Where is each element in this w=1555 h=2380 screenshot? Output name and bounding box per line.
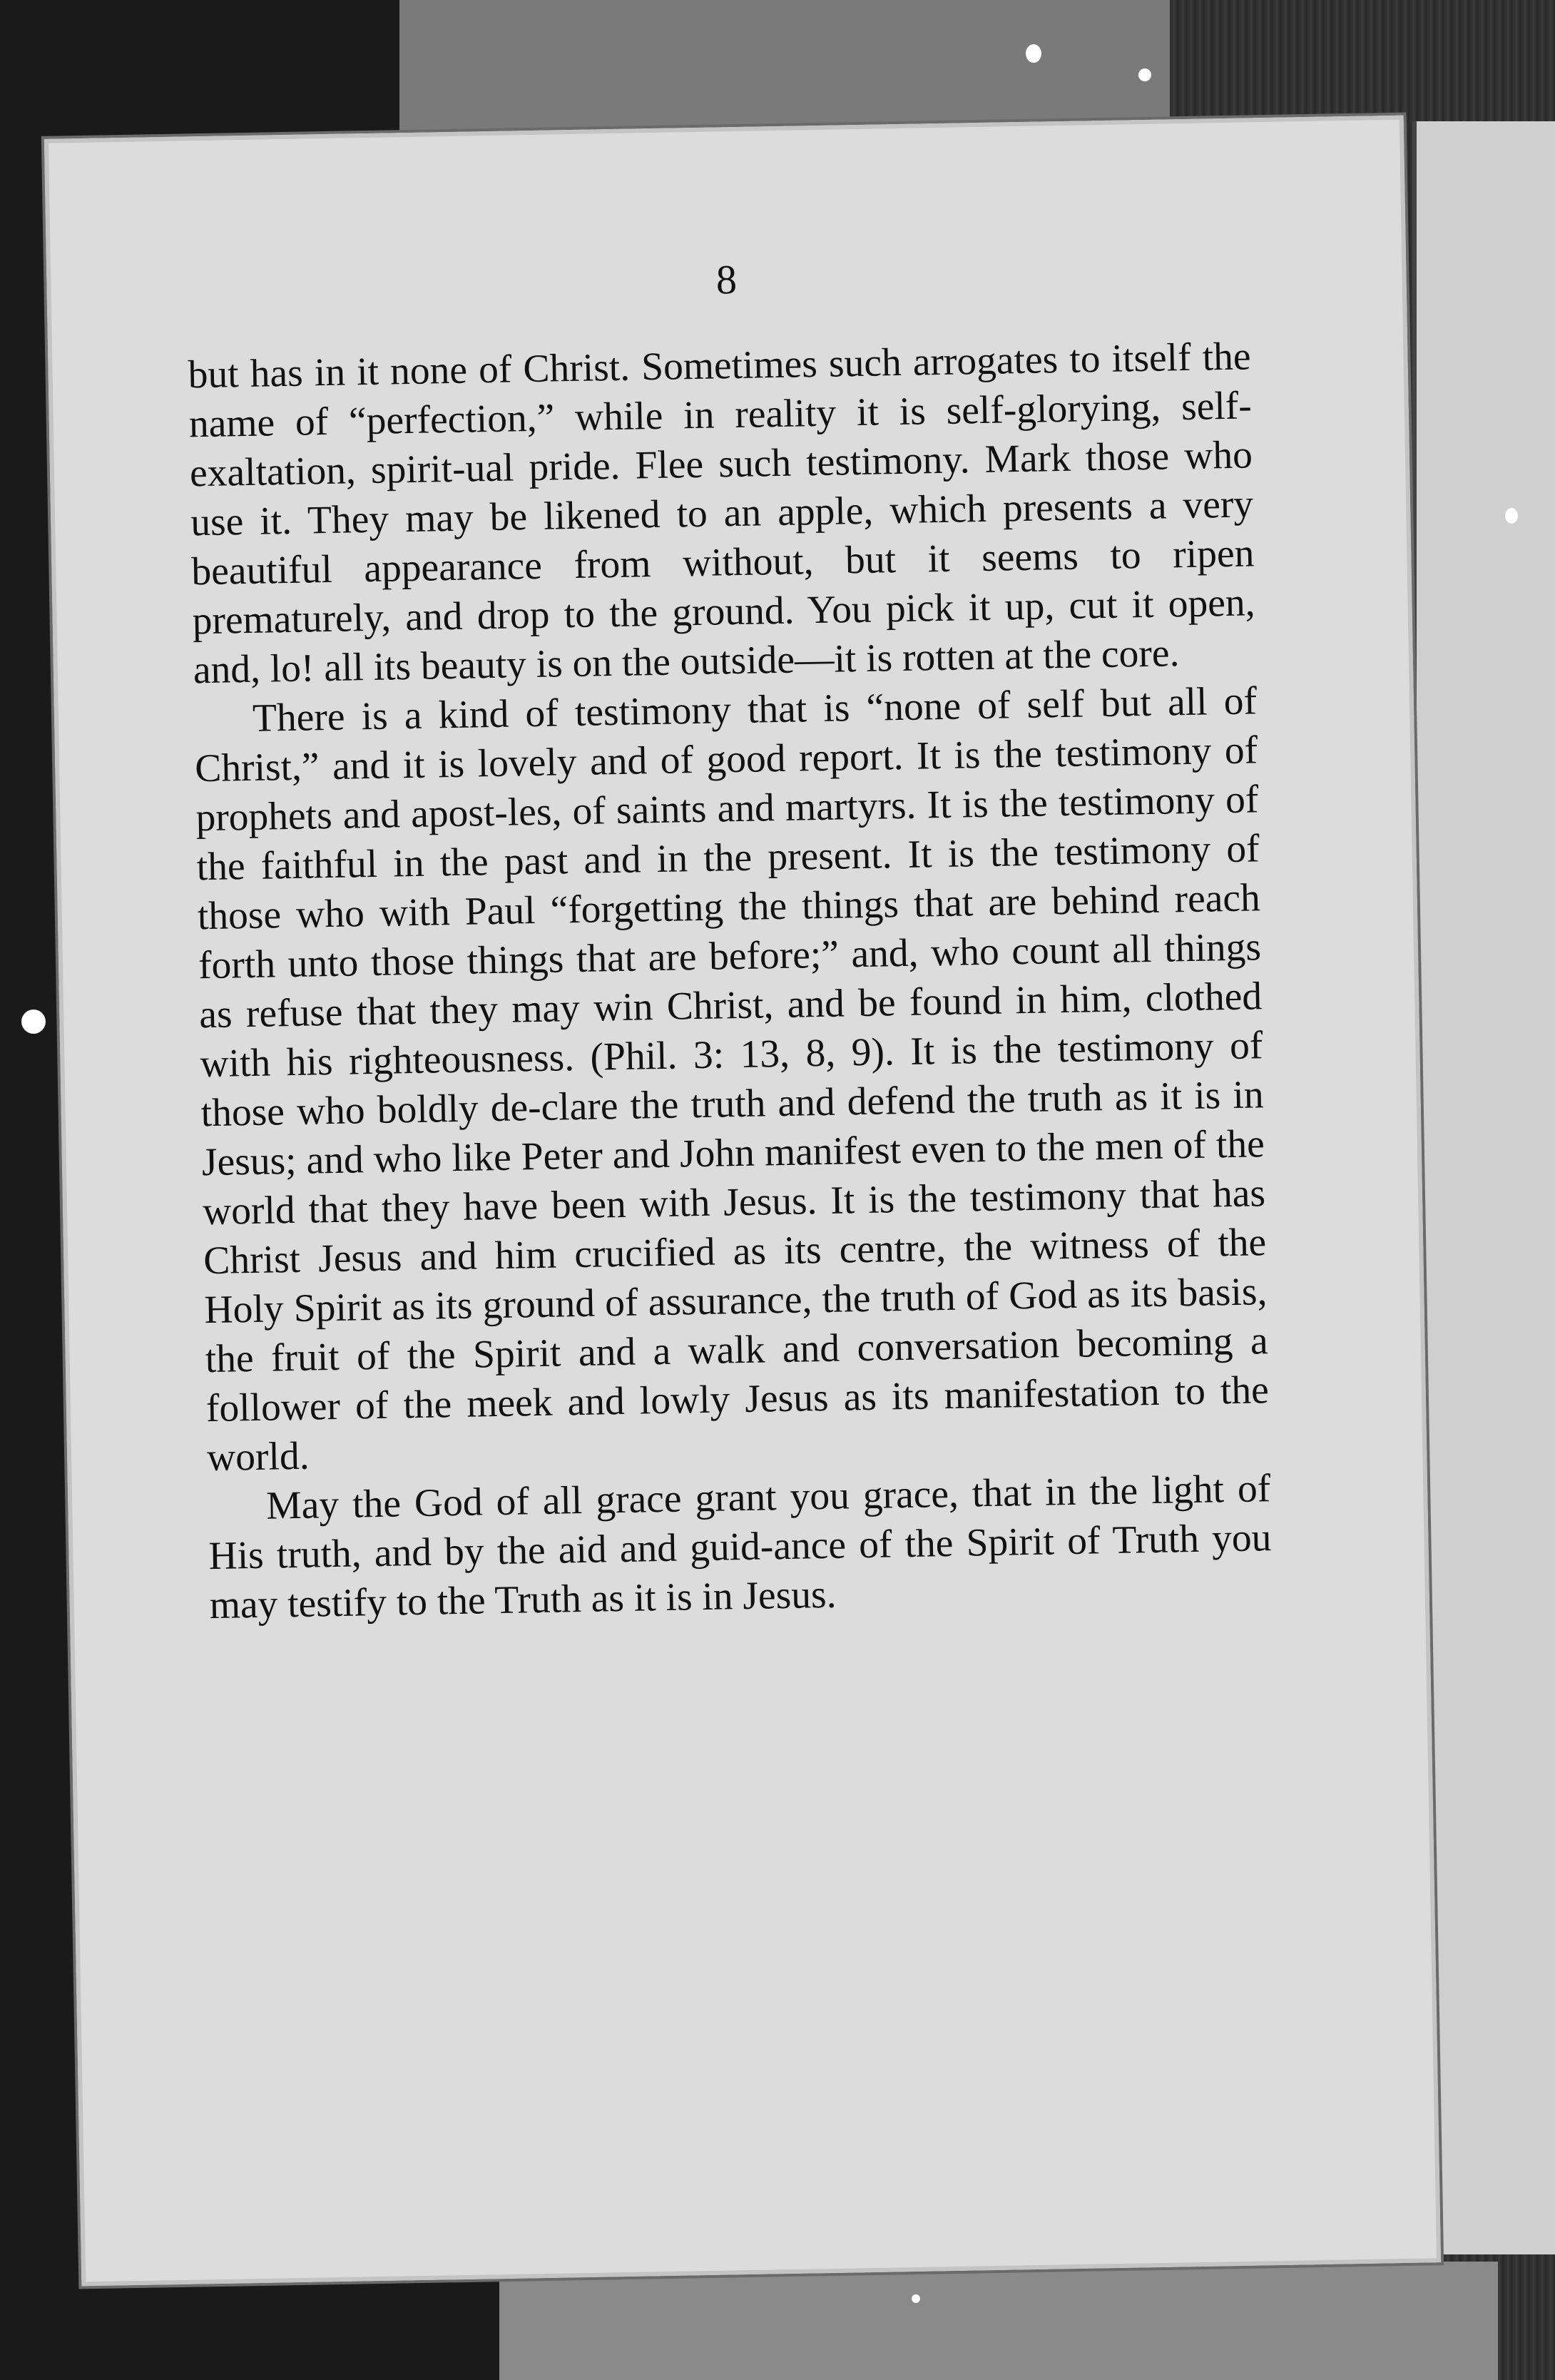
- dust-speck: [1026, 44, 1041, 63]
- dust-speck: [1138, 68, 1151, 81]
- paragraph-2: There is a kind of testimony that is “none of self but all of Christ,” and it is lovely and of good report. It is the testimony of prophets and apost-les, of saints and martyrs. It is the testimony of the faithful in the past and in the present. It is the testimony of those who with Paul “forgetting the things that are behind reach forth unto those things that are before;” and, who count all things as refuse that they may win Christ, and be found in him, clothed with his righteousness. (Phil. 3: 13, 8, 9). It is the testimony of those who boldly de-clare the truth and defend the truth as it is in Jesus; and who like Peter and John manifest even to the men of the world that they have been with Jesus. It is the testimony that has Christ Jesus and him crucified as its centre, the witness of the Holy Spirit as its ground of assurance, the truth of God as its basis, the fruit of the Spirit and a walk and conversation becoming a follower of the meek and lowly Jesus as its manifestation to the world.: [194, 679, 1270, 1480]
- paragraph-1: but has in it none of Christ. Sometimes such arrogates to itself the name of “perfection,” while in reality it is self-glorying, self-exaltation, spirit-ual pride. Flee such testimony. Mark those who use it. They may be likened to an apple, which presents a very beautiful appearance from without, but it seems to ripen prematurely, and drop to the ground. You pick it up, cut it open, and, lo! all its beauty is on the outside—it is rotten at the core.: [188, 335, 1256, 693]
- book-page: [44, 116, 1441, 2287]
- paragraph-3: May the God of all grace grant you grace, that in the light of His truth, and by the aid and guid-ance of the Spirit of Truth you may testify to the Truth as it is in Jesus.: [208, 1467, 1272, 1628]
- dust-speck: [912, 2294, 920, 2303]
- page-body-text: [188, 332, 1273, 1630]
- dust-speck: [21, 1010, 46, 1034]
- page-number: 8: [715, 255, 738, 303]
- dust-speck: [1505, 508, 1518, 524]
- background-bottom: [499, 2262, 1498, 2380]
